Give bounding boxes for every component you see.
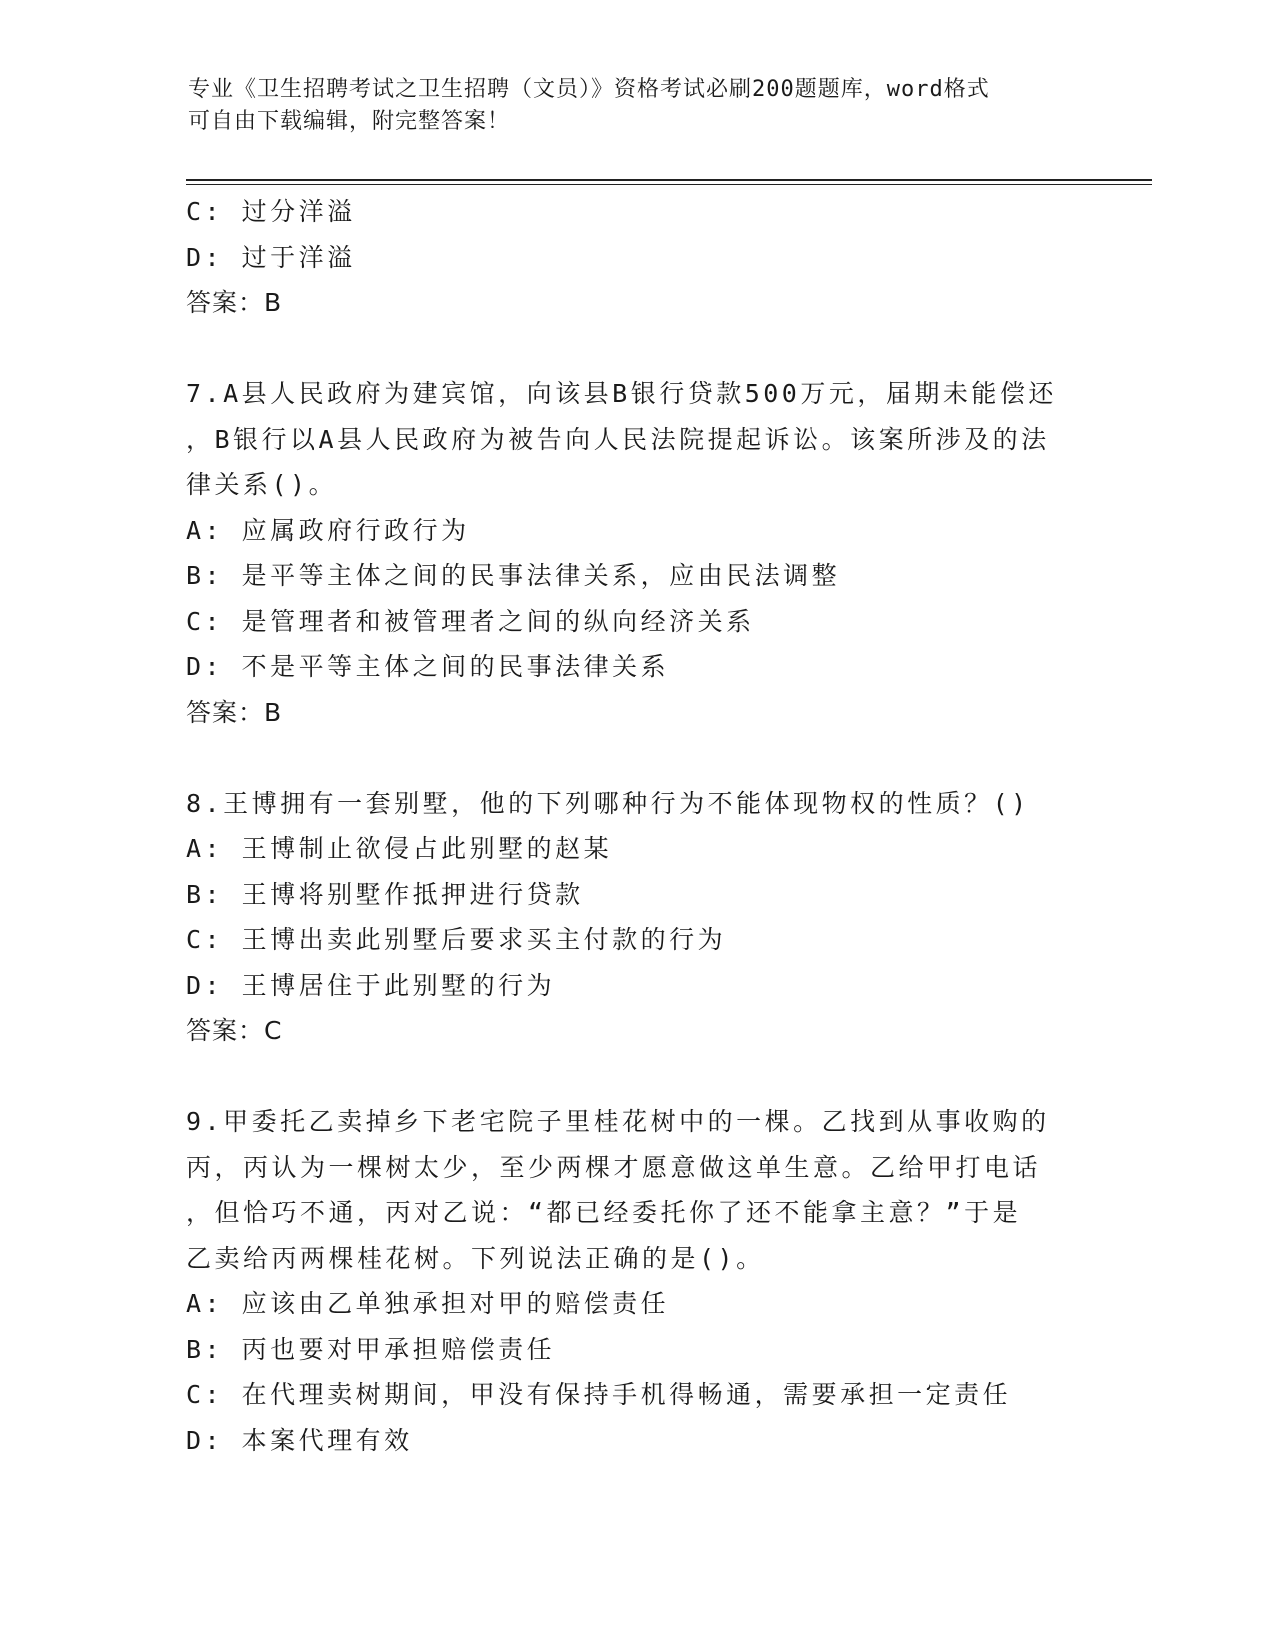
question-text: 乙卖给丙两棵桂花树。下列说法正确的是()。 xyxy=(186,1243,765,1273)
header-rule-thick xyxy=(186,179,1152,181)
page-header xyxy=(188,74,1068,138)
header-line-2: 可自由下载编辑，附完整答案！ xyxy=(188,109,511,134)
answer: 答案：B xyxy=(186,697,283,727)
question-text: ，但恰巧不通，丙对乙说：“都已经委托你了还不能拿主意？”于是 xyxy=(186,1198,1022,1227)
option-a: A: 应该由乙单独承担对甲的赔偿责任 xyxy=(186,1289,670,1318)
question-8 xyxy=(186,781,1086,1054)
option-d: D: 不是平等主体之间的民事法律关系 xyxy=(186,652,670,681)
option-d: D: 本案代理有效 xyxy=(186,1425,413,1455)
option-c: C: 是管理者和被管理者之间的纵向经济关系 xyxy=(186,606,755,636)
spacer xyxy=(186,735,1086,781)
question-7 xyxy=(186,371,1086,735)
spacer xyxy=(186,1054,1086,1100)
header-line-1: 专业《卫生招聘考试之卫生招聘（文员）》资格考试必刷200题题库，word格式 xyxy=(188,77,990,102)
option-b: B: 是平等主体之间的民事法律关系，应由民法调整 xyxy=(186,561,841,590)
question-text: 9.甲委托乙卖掉乡下老宅院子里桂花树中的一棵。乙找到从事收购的 xyxy=(186,1107,1050,1136)
header-rule-thin xyxy=(186,184,1152,185)
question-text: 8.王博拥有一套别墅，他的下列哪种行为不能体现物权的性质？() xyxy=(186,788,1030,818)
option-b: B: 丙也要对甲承担赔偿责任 xyxy=(186,1334,556,1364)
option-d: D: 王博居住于此别墅的行为 xyxy=(186,970,556,1000)
option-a: A: 王博制止欲侵占此别墅的赵某 xyxy=(186,834,613,863)
previous-question-tail xyxy=(186,189,1086,326)
option-c: C: 在代理卖树期间，甲没有保持手机得畅通，需要承担一定责任 xyxy=(186,1380,1012,1409)
answer: 答案：B xyxy=(186,288,283,317)
question-text: 律关系()。 xyxy=(186,470,338,499)
option-c: C: 王博出卖此别墅后要求买主付款的行为 xyxy=(186,925,727,954)
question-9 xyxy=(186,1099,1086,1463)
document-body xyxy=(186,189,1086,1463)
question-text: 丙，丙认为一棵树太少，至少两棵才愿意做这单生意。乙给甲打电话 xyxy=(186,1152,1042,1182)
option-c: C: 过分洋溢 xyxy=(186,197,356,226)
option-b: B: 王博将别墅作抵押进行贷款 xyxy=(186,879,584,909)
question-text: 7.A县人民政府为建宾馆，向该县B银行贷款500万元，届期未能偿还 xyxy=(186,379,1057,408)
option-d: D: 过于洋溢 xyxy=(186,242,356,272)
answer: 答案：C xyxy=(186,1016,283,1045)
spacer xyxy=(186,326,1086,372)
question-text: ，B银行以A县人民政府为被告向人民法院提起诉讼。该案所涉及的法 xyxy=(186,424,1050,454)
option-a: A: 应属政府行政行为 xyxy=(186,515,470,545)
